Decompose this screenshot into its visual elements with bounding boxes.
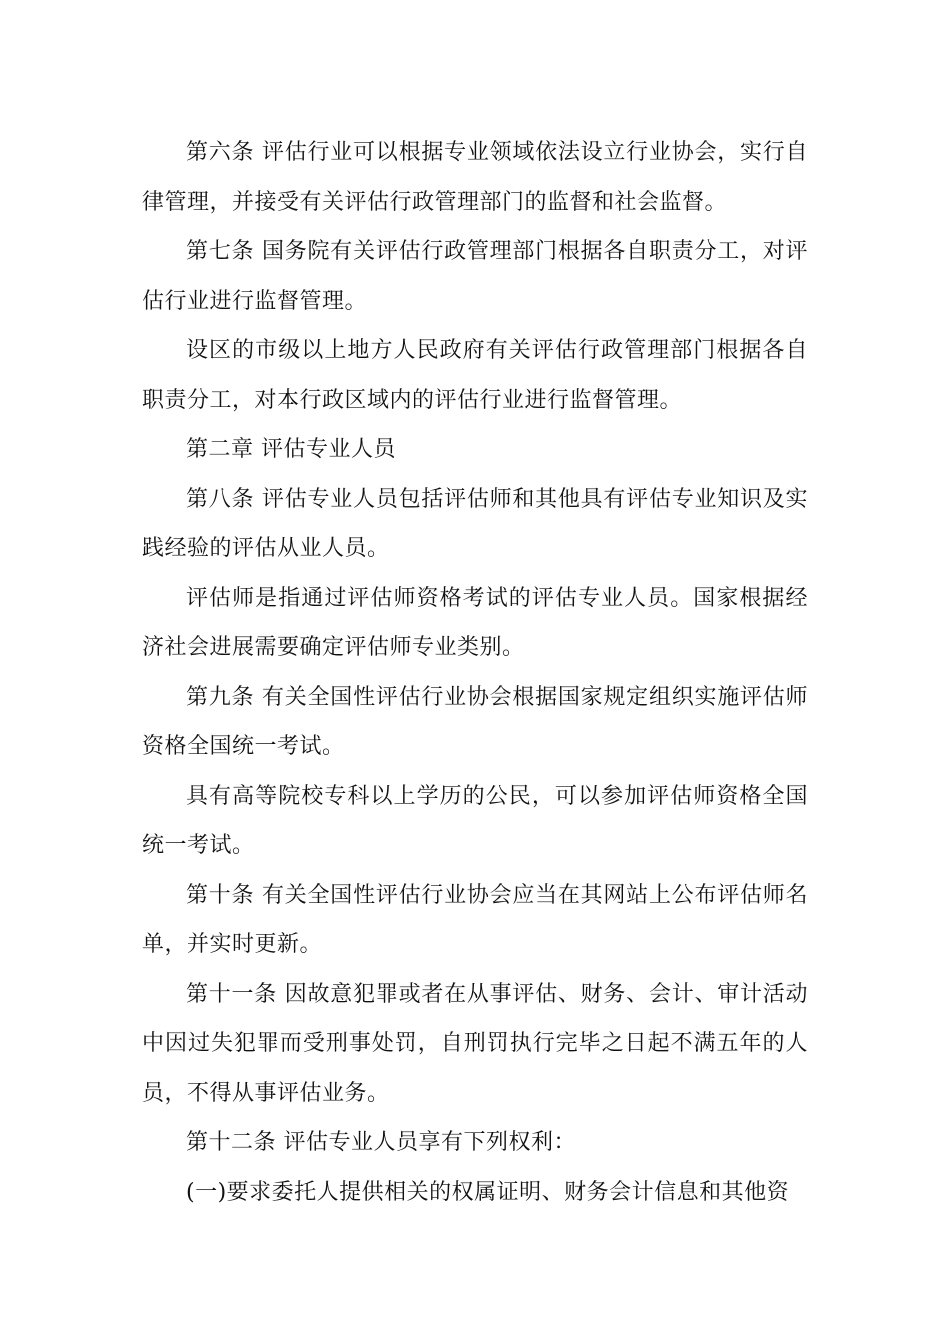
document-body xyxy=(142,128,808,1217)
article-6-paragraph: 第六条 评估行业可以根据专业领域依法设立行业协会，实行自律管理，并接受有关评估行政管理部门的监督和社会监督。 xyxy=(142,140,808,215)
article-12-paragraph: 第十二条 评估专业人员享有下列权利： xyxy=(186,1130,576,1155)
article-8-paragraph: 第八条 评估专业人员包括评估师和其他具有评估专业知识及实践经验的评估从业人员。 xyxy=(142,486,808,561)
article-11-paragraph: 第十一条 因故意犯罪或者在从事评估、财务、会计、审计活动中因过失犯罪而受刑事处罚，自刑罚执行完毕之日起不满五年的人员，不得从事评估业务。 xyxy=(142,981,808,1106)
article-9-clause-2-paragraph: 具有高等院校专科以上学历的公民，可以参加评估师资格全国统一考试。 xyxy=(142,783,808,858)
article-7-paragraph: 第七条 国务院有关评估行政管理部门根据各自职责分工，对评估行业进行监督管理。 xyxy=(142,239,808,314)
chapter-2-heading: 第二章 评估专业人员 xyxy=(186,437,396,462)
article-7-clause-2-paragraph: 设区的市级以上地方人民政府有关评估行政管理部门根据各自职责分工，对本行政区域内的评估行业进行监督管理。 xyxy=(142,338,808,413)
article-8-clause-2-paragraph: 评估师是指通过评估师资格考试的评估专业人员。国家根据经济社会进展需要确定评估师专业类别。 xyxy=(142,585,808,660)
article-12-item-1-paragraph: (一)要求委托人提供相关的权属证明、财务会计信息和其他资 xyxy=(186,1179,790,1205)
article-10-paragraph: 第十条 有关全国性评估行业协会应当在其网站上公布评估师名单，并实时更新。 xyxy=(142,882,808,957)
article-9-paragraph: 第九条 有关全国性评估行业协会根据国家规定组织实施评估师资格全国统一考试。 xyxy=(142,684,808,759)
